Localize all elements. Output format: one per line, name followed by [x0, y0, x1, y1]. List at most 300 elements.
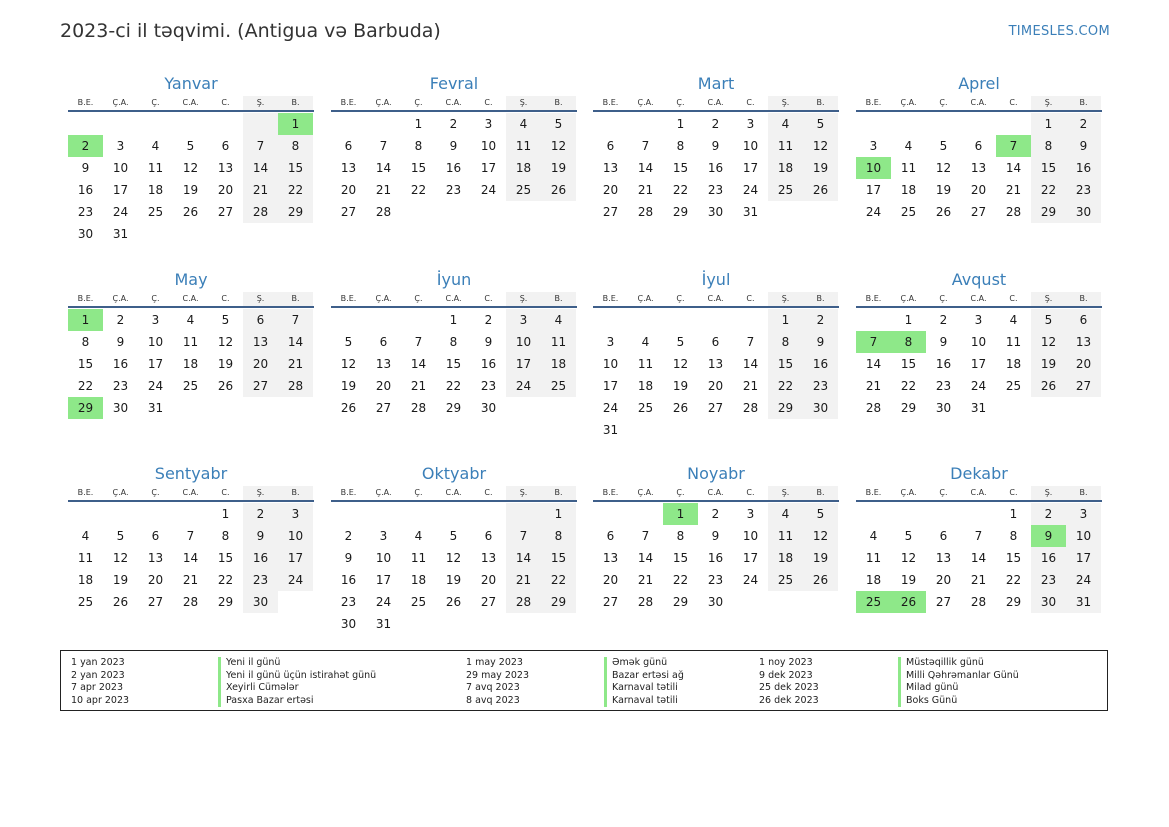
weekday-label: Ç.A.: [375, 98, 392, 107]
holiday-dates-col-3: [759, 657, 819, 707]
weekday-label: Ç.: [151, 294, 160, 303]
weekday-label: Ç.: [676, 98, 685, 107]
day-cell: 29: [541, 591, 576, 613]
holiday-dates-col-1: [71, 657, 129, 707]
weekday-label: Ş.: [243, 292, 278, 306]
day-cell: 19: [1031, 353, 1066, 375]
empty-cell: [698, 309, 733, 331]
day-cell: 6: [344, 139, 353, 153]
holiday-list: [60, 650, 1108, 711]
holiday-day-cell: 9: [1031, 525, 1066, 547]
weekday-label: B.E.: [602, 294, 619, 303]
day-cell: 4: [904, 139, 913, 153]
day-cell: 23: [803, 375, 838, 397]
day-cell: 18: [900, 183, 917, 197]
holiday-name: Karnaval tətili: [612, 694, 678, 706]
holiday-name: Əmək günü: [612, 657, 668, 668]
day-grid: [331, 503, 577, 635]
day-cell: 29: [217, 595, 234, 609]
day-cell: 1: [676, 117, 685, 131]
day-cell: 12: [900, 551, 917, 565]
weekday-label: C.A.: [707, 98, 724, 107]
day-cell: 17: [147, 357, 164, 371]
day-grid: [856, 309, 1102, 419]
header-divider: [331, 500, 577, 502]
empty-cell: [593, 503, 628, 525]
empty-cell: [628, 113, 663, 135]
day-cell: 8: [221, 529, 230, 543]
empty-cell: [208, 113, 243, 135]
weekday-label: B.: [1066, 96, 1101, 110]
day-cell: 16: [480, 357, 497, 371]
weekday-label: Ş.: [243, 96, 278, 110]
month-calendar: [593, 72, 839, 223]
day-cell: 26: [935, 205, 952, 219]
weekday-label: Ş.: [768, 292, 803, 306]
day-cell: 15: [1005, 551, 1022, 565]
day-cell: 13: [375, 357, 392, 371]
holiday-date: 29 may 2023: [466, 669, 530, 681]
day-cell: 11: [541, 331, 576, 353]
day-cell: 27: [970, 205, 987, 219]
day-cell: 3: [116, 139, 125, 153]
day-cell: 30: [340, 617, 357, 631]
empty-cell: [173, 503, 208, 525]
day-cell: 30: [1066, 201, 1101, 223]
holiday-day-cell: 2: [68, 135, 103, 157]
day-cell: 3: [506, 309, 541, 331]
day-cell: 10: [742, 529, 759, 543]
day-cell: 16: [803, 353, 838, 375]
header-divider: [331, 306, 577, 308]
day-cell: 9: [711, 529, 720, 543]
day-cell: 28: [278, 375, 313, 397]
holiday-day-cell: 7: [996, 135, 1031, 157]
day-cell: 16: [445, 161, 462, 175]
day-cell: 20: [340, 183, 357, 197]
month-calendar: [68, 462, 314, 613]
day-cell: 22: [410, 183, 427, 197]
day-cell: 4: [768, 113, 803, 135]
month-name: İyun: [436, 270, 472, 289]
day-cell: 19: [445, 573, 462, 587]
day-cell: 25: [768, 569, 803, 591]
day-cell: 19: [112, 573, 129, 587]
day-cell: 21: [506, 569, 541, 591]
day-cell: 20: [707, 379, 724, 393]
weekday-label: Ç.A.: [637, 98, 654, 107]
day-cell: 26: [672, 401, 689, 415]
day-cell: 16: [1066, 157, 1101, 179]
day-grid: [593, 503, 839, 613]
weekday-label: Ç.: [676, 294, 685, 303]
weekday-label: C.A.: [970, 294, 987, 303]
day-cell: 24: [742, 573, 759, 587]
header-divider: [331, 110, 577, 112]
header-divider: [593, 306, 839, 308]
day-grid: [68, 113, 314, 245]
day-cell: 28: [742, 401, 759, 415]
holiday-day-cell: 25: [856, 591, 891, 613]
holiday-date: 10 apr 2023: [71, 694, 130, 706]
day-cell: 7: [379, 139, 388, 153]
holiday-name: Yeni il günü üçün istirahət günü: [226, 669, 377, 681]
day-cell: 24: [375, 595, 392, 609]
empty-cell: [628, 503, 663, 525]
day-cell: 14: [1005, 161, 1022, 175]
day-cell: 28: [182, 595, 199, 609]
day-grid: [593, 309, 839, 441]
holiday-date: 8 avq 2023: [466, 694, 520, 706]
day-cell: 5: [803, 113, 838, 135]
day-cell: 8: [81, 335, 90, 349]
day-cell: 22: [672, 573, 689, 587]
day-cell: 5: [904, 529, 913, 543]
weekday-label: B.: [803, 292, 838, 306]
day-cell: 19: [935, 183, 952, 197]
day-cell: 17: [742, 551, 759, 565]
day-cell: 28: [1005, 205, 1022, 219]
day-cell: 14: [182, 551, 199, 565]
day-cell: 1: [414, 117, 423, 131]
weekday-header: [856, 486, 1102, 500]
day-cell: 21: [1005, 183, 1022, 197]
weekday-label: Ç.: [414, 488, 423, 497]
weekday-label: B.: [1066, 292, 1101, 306]
day-cell: 15: [278, 157, 313, 179]
day-cell: 5: [116, 529, 125, 543]
day-cell: 2: [449, 117, 458, 131]
day-cell: 22: [1005, 573, 1022, 587]
day-cell: 2: [243, 503, 278, 525]
day-cell: 21: [278, 353, 313, 375]
day-cell: 9: [344, 551, 353, 565]
day-cell: 18: [1005, 357, 1022, 371]
day-cell: 21: [742, 379, 759, 393]
weekday-label: B.E.: [77, 98, 94, 107]
day-cell: 20: [970, 183, 987, 197]
day-cell: 16: [707, 551, 724, 565]
day-cell: 26: [182, 205, 199, 219]
weekday-label: B.: [541, 292, 576, 306]
day-cell: 21: [410, 379, 427, 393]
empty-cell: [593, 113, 628, 135]
day-cell: 31: [112, 227, 129, 241]
day-cell: 18: [147, 183, 164, 197]
day-cell: 9: [449, 139, 458, 153]
day-cell: 12: [340, 357, 357, 371]
day-cell: 5: [449, 529, 458, 543]
empty-cell: [628, 309, 663, 331]
weekday-label: Ç.A.: [900, 488, 917, 497]
empty-cell: [663, 309, 698, 331]
weekday-label: Ç.A.: [112, 98, 129, 107]
day-cell: 25: [541, 375, 576, 397]
header-divider: [593, 110, 839, 112]
day-cell: 17: [480, 161, 497, 175]
day-cell: 13: [480, 551, 497, 565]
day-cell: 13: [340, 161, 357, 175]
holiday-date: 9 dek 2023: [759, 669, 813, 681]
day-cell: 2: [803, 309, 838, 331]
day-cell: 24: [1066, 569, 1101, 591]
day-cell: 27: [602, 205, 619, 219]
weekday-label: Ç.A.: [900, 98, 917, 107]
empty-cell: [331, 503, 366, 525]
weekday-label: C.: [221, 488, 230, 497]
day-cell: 25: [900, 205, 917, 219]
day-cell: 10: [112, 161, 129, 175]
day-cell: 31: [147, 401, 164, 415]
day-cell: 22: [1031, 179, 1066, 201]
brand-link[interactable]: TIMESLES.COM: [1008, 24, 1110, 39]
day-cell: 6: [974, 139, 983, 153]
holiday-day-cell: 1: [278, 113, 313, 135]
day-grid: [331, 309, 577, 419]
month-name: Aprel: [958, 74, 1000, 93]
weekday-label: Ş.: [506, 486, 541, 500]
day-cell: 9: [1066, 135, 1101, 157]
day-cell: 14: [278, 331, 313, 353]
day-cell: 19: [803, 547, 838, 569]
empty-cell: [856, 309, 891, 331]
holiday-date: 7 apr 2023: [71, 682, 124, 694]
day-cell: 5: [344, 335, 353, 349]
day-cell: 12: [217, 335, 234, 349]
weekday-label: C.A.: [707, 488, 724, 497]
day-cell: 20: [602, 183, 619, 197]
weekday-label: Ç.A.: [637, 294, 654, 303]
weekday-header: [593, 96, 839, 110]
day-cell: 22: [541, 569, 576, 591]
day-cell: 19: [340, 379, 357, 393]
day-cell: 23: [1031, 569, 1066, 591]
day-cell: 19: [672, 379, 689, 393]
day-cell: 18: [182, 357, 199, 371]
month-name: Mart: [697, 74, 735, 93]
month-calendar: [68, 72, 314, 245]
day-cell: 30: [480, 401, 497, 415]
weekday-label: B.: [278, 486, 313, 500]
holiday-date: 26 dek 2023: [759, 694, 819, 706]
day-cell: 20: [217, 183, 234, 197]
day-cell: 28: [970, 595, 987, 609]
day-cell: 23: [480, 379, 497, 393]
day-cell: 20: [147, 573, 164, 587]
weekday-label: Ç.: [414, 98, 423, 107]
empty-cell: [436, 503, 471, 525]
day-cell: 8: [541, 525, 576, 547]
weekday-label: C.: [746, 488, 755, 497]
day-cell: 6: [221, 139, 230, 153]
weekday-label: C.: [1009, 294, 1018, 303]
day-cell: 28: [375, 205, 392, 219]
weekday-label: B.: [278, 96, 313, 110]
day-cell: 1: [1031, 113, 1066, 135]
weekday-header: [331, 292, 577, 306]
empty-cell: [103, 503, 138, 525]
day-grid: [68, 503, 314, 613]
day-grid: [68, 309, 314, 419]
weekday-header: [68, 96, 314, 110]
day-cell: 26: [803, 569, 838, 591]
empty-cell: [506, 503, 541, 525]
day-cell: 11: [147, 161, 164, 175]
day-cell: 2: [711, 117, 720, 131]
empty-cell: [926, 113, 961, 135]
day-cell: 1: [449, 313, 458, 327]
day-cell: 10: [375, 551, 392, 565]
day-cell: 26: [340, 401, 357, 415]
day-cell: 4: [506, 113, 541, 135]
holiday-day-cell: 1: [68, 309, 103, 331]
day-cell: 10: [602, 357, 619, 371]
month-calendar: [593, 462, 839, 613]
day-cell: 29: [768, 397, 803, 419]
weekday-label: Ç.: [151, 488, 160, 497]
day-cell: 24: [112, 205, 129, 219]
weekday-label: B.: [541, 96, 576, 110]
weekday-header: [68, 292, 314, 306]
day-cell: 29: [445, 401, 462, 415]
day-cell: 17: [112, 183, 129, 197]
day-cell: 24: [506, 375, 541, 397]
weekday-label: Ç.A.: [112, 488, 129, 497]
day-cell: 14: [637, 551, 654, 565]
day-grid: [856, 113, 1102, 223]
day-cell: 5: [803, 503, 838, 525]
day-cell: 13: [147, 551, 164, 565]
day-cell: 31: [1066, 591, 1101, 613]
day-cell: 15: [1031, 157, 1066, 179]
day-cell: 28: [506, 591, 541, 613]
day-cell: 13: [970, 161, 987, 175]
weekday-label: Ç.: [939, 294, 948, 303]
day-cell: 7: [186, 529, 195, 543]
day-cell: 17: [970, 357, 987, 371]
day-cell: 10: [480, 139, 497, 153]
day-cell: 15: [541, 547, 576, 569]
weekday-label: C.: [1009, 98, 1018, 107]
day-cell: 6: [484, 529, 493, 543]
day-cell: 15: [672, 551, 689, 565]
header-divider: [856, 306, 1102, 308]
day-cell: 23: [935, 379, 952, 393]
day-cell: 14: [970, 551, 987, 565]
holiday-day-cell: 29: [68, 397, 103, 419]
day-cell: 4: [414, 529, 423, 543]
day-cell: 14: [506, 547, 541, 569]
day-cell: 16: [935, 357, 952, 371]
day-cell: 25: [768, 179, 803, 201]
day-cell: 16: [243, 547, 278, 569]
day-cell: 27: [340, 205, 357, 219]
day-cell: 8: [768, 331, 803, 353]
empty-cell: [138, 113, 173, 135]
day-cell: 24: [480, 183, 497, 197]
day-cell: 18: [410, 573, 427, 587]
weekday-label: C.A.: [970, 488, 987, 497]
month-name: Oktyabr: [421, 464, 487, 483]
weekday-label: B.E.: [865, 98, 882, 107]
empty-cell: [996, 113, 1031, 135]
day-cell: 16: [112, 357, 129, 371]
day-cell: 15: [672, 161, 689, 175]
empty-cell: [593, 309, 628, 331]
day-cell: 8: [449, 335, 458, 349]
day-cell: 12: [803, 525, 838, 547]
empty-cell: [331, 309, 366, 331]
day-cell: 17: [1066, 547, 1101, 569]
day-cell: 29: [900, 401, 917, 415]
day-cell: 17: [375, 573, 392, 587]
day-cell: 5: [186, 139, 195, 153]
day-cell: 14: [865, 357, 882, 371]
day-cell: 20: [243, 353, 278, 375]
day-cell: 1: [1009, 507, 1018, 521]
weekday-label: Ç.A.: [900, 294, 917, 303]
day-cell: 5: [676, 335, 685, 349]
day-grid: [331, 113, 577, 223]
weekday-label: C.A.: [707, 294, 724, 303]
day-cell: 27: [707, 401, 724, 415]
weekday-label: Ş.: [768, 486, 803, 500]
day-cell: 12: [541, 135, 576, 157]
empty-cell: [961, 113, 996, 135]
day-cell: 18: [506, 157, 541, 179]
day-cell: 3: [379, 529, 388, 543]
weekday-label: Ş.: [506, 96, 541, 110]
day-cell: 6: [379, 335, 388, 349]
day-cell: 14: [243, 157, 278, 179]
day-cell: 19: [900, 573, 917, 587]
day-cell: 27: [217, 205, 234, 219]
day-cell: 11: [768, 135, 803, 157]
day-cell: 13: [243, 331, 278, 353]
day-cell: 14: [410, 357, 427, 371]
weekday-label: C.A.: [182, 98, 199, 107]
empty-cell: [173, 113, 208, 135]
day-cell: 22: [768, 375, 803, 397]
day-cell: 6: [606, 529, 615, 543]
day-cell: 30: [935, 401, 952, 415]
day-cell: 22: [217, 573, 234, 587]
day-cell: 23: [445, 183, 462, 197]
month-calendar: [331, 268, 577, 419]
empty-cell: [891, 113, 926, 135]
day-cell: 24: [865, 205, 882, 219]
weekday-label: B.: [541, 486, 576, 500]
holiday-name: Bazar ertəsi ağ: [612, 669, 684, 681]
weekday-label: C.A.: [182, 488, 199, 497]
header-divider: [856, 110, 1102, 112]
day-cell: 3: [606, 335, 615, 349]
day-cell: 10: [147, 335, 164, 349]
day-cell: 11: [1005, 335, 1022, 349]
holiday-date: 1 may 2023: [466, 657, 523, 668]
day-cell: 22: [672, 183, 689, 197]
day-cell: 8: [1031, 135, 1066, 157]
month-calendar: [331, 462, 577, 635]
empty-cell: [891, 503, 926, 525]
day-cell: 4: [81, 529, 90, 543]
day-cell: 31: [375, 617, 392, 631]
day-cell: 15: [217, 551, 234, 565]
day-cell: 21: [375, 183, 392, 197]
day-cell: 3: [484, 117, 493, 131]
day-cell: 23: [243, 569, 278, 591]
empty-cell: [138, 503, 173, 525]
